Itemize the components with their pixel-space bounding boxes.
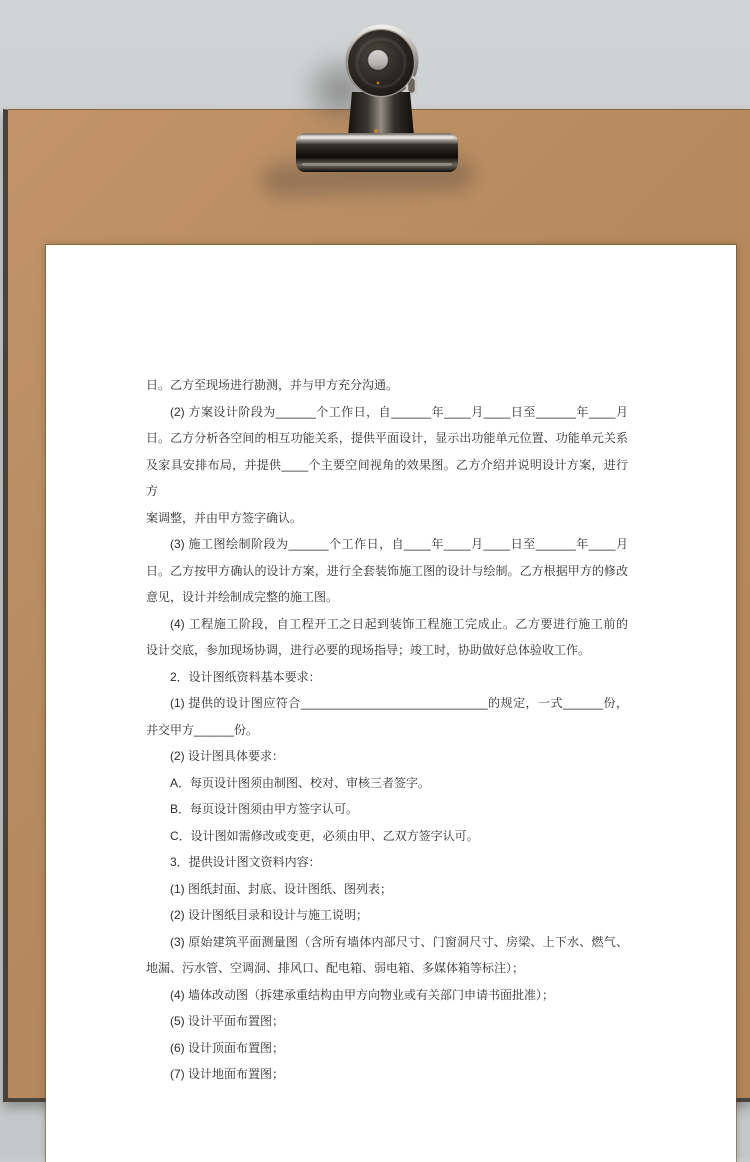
text-line: (1) 提供的设计图应符合____________________________的规定，一式______份， — [170, 696, 628, 710]
text-line: 案调整，并由甲方签字确认。 — [146, 510, 303, 525]
text-line: A．每页设计图须由制图、校对、审核三者签字。 — [170, 775, 431, 790]
clip-body — [348, 92, 414, 136]
document-text — [146, 372, 628, 1088]
text-line: (4) 工程施工阶段，自工程开工之日起到装饰工程施工完成止。乙方要进行施工前的 — [170, 616, 628, 631]
text-line: 意见，设计并绘制成完整的施工图。 — [146, 590, 339, 604]
text-line: (2) 设计图具体要求： — [170, 749, 285, 763]
text-line: 地漏、污水管、空调洞、排风口、配电箱、弱电箱、多媒体箱等标注）； — [146, 961, 525, 975]
text-line: (2) 设计图纸目录和设计与施工说明； — [170, 908, 369, 922]
text-line: (2) 方案设计阶段为______个工作日，自______年____月____日至______年____月 — [170, 404, 628, 419]
text-line: (1) 图纸封面、封底、设计图纸、图列表； — [170, 881, 393, 896]
text-line: C．设计图如需修改或变更，必须由甲、乙双方签字认可。 — [170, 828, 479, 843]
text-line: 3．提供设计图文资料内容： — [170, 855, 321, 869]
clip-jaw-highlight — [300, 136, 454, 140]
text-line: 日。乙方分析各空间的相互功能关系，提供平面设计，显示出功能单元位置、功能单元关系 — [146, 431, 628, 445]
text-line: 日。乙方至现场进行勘测，并与甲方充分沟通。 — [146, 378, 399, 392]
text-line: (4) 墙体改动图（拆建承重结构由甲方向物业或有关部门申请书面批准）； — [170, 987, 555, 1002]
binder-clip — [285, 20, 485, 185]
text-line: 设计交底，参加现场协调，进行必要的现场指导；竣工时，协助做好总体验收工作。 — [146, 643, 591, 657]
text-line: B．每页设计图须由甲方签字认可。 — [170, 802, 359, 816]
text-line: (3) 原始建筑平面测量图（含所有墙体内部尺寸、门窗洞尺寸、房梁、上下水、燃气、 — [170, 934, 628, 949]
text-line: 日。乙方按甲方确认的设计方案，进行全套装饰施工图的设计与绘制。乙方根据甲方的修改 — [146, 563, 628, 578]
contract-page — [46, 245, 736, 1162]
clip-jaw-lower-reflection — [302, 163, 452, 166]
text-line: 2．设计图纸资料基本要求： — [170, 669, 321, 684]
clip-reflection-dot — [374, 129, 378, 133]
clipboard — [3, 109, 750, 1102]
text-line: 及家具安排布局，并提供____个主要空间视角的效果图。乙方介绍并说明设计方案，进行方 — [146, 457, 628, 498]
text-line: (7) 设计地面布置图； — [170, 1067, 285, 1081]
text-line: 并交甲方______份。 — [146, 722, 259, 737]
text-line: (3) 施工图绘制阶段为______个工作日，自____年____月____日至______年____月 — [170, 537, 628, 551]
clip-reflection-dot — [377, 82, 380, 85]
text-line: (6) 设计顶面布置图； — [170, 1040, 285, 1055]
text-line: (5) 设计平面布置图； — [170, 1014, 285, 1028]
